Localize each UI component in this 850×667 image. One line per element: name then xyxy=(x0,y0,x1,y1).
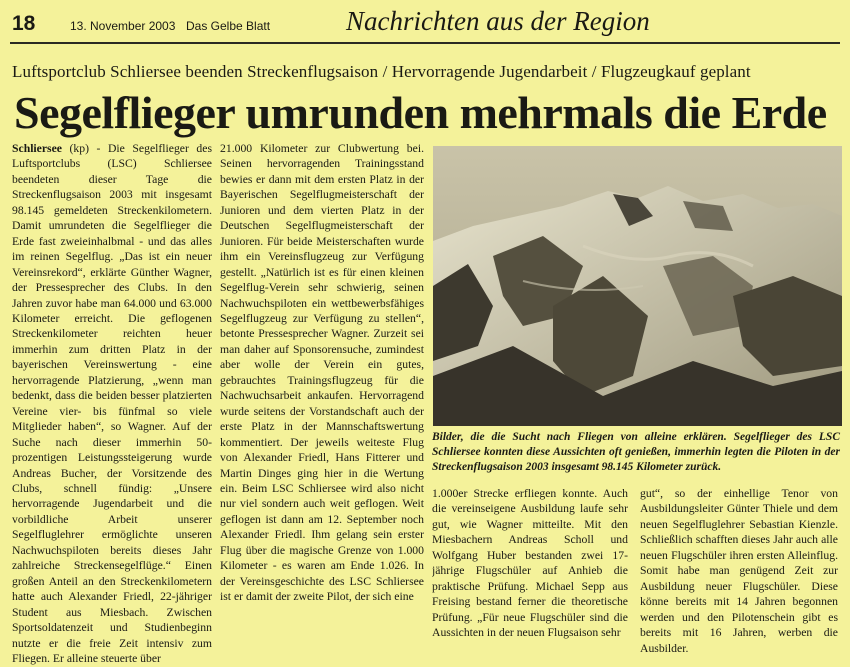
column-3-text: 1.000er Strecke erfliegen konnte. Auch die vereinseigene Ausbildung laufe sehr gut, wie Wagner mitteilte. Mit den Miesbachern Andreas Scholl und Wolfgang Huber bestanden zwei 17-jährige Flugschüler auf Anhieb die praktische Prüfung. Michael Sepp aus Freising bestand ferner die theoretische Prüfung. „Für neue Flugschüler sind die Aussichten in der neuen Flugsaison sehr xyxy=(432,487,628,640)
header-rule xyxy=(10,42,840,44)
page-number: 18 xyxy=(12,12,36,35)
photo-illustration xyxy=(433,146,842,426)
photo-caption: Bilder, die die Sucht nach Fliegen von alleine erklären. Segelflieger des LSC Schliersee konnten diese Aussichten oft genießen, immerhin legten die Piloten in der Streckenflugsaison 2003 insgesamt 98.145 Kilometer zurück. xyxy=(432,431,840,474)
mountain-glacier-photo xyxy=(433,146,842,426)
article-column-1 xyxy=(12,141,212,665)
page-header xyxy=(10,4,840,42)
column-2-text: 21.000 Kilometer zur Clubwertung bei. Seinen hervorragenden Trainingsstand bewies er dann mit dem ersten Platz in der Bayerischen Segelflugmeisterschaft der Junioren und dem vierten Platz in der Deutschen Segelflugmeisterschaft der Junioren. Für beide Meisterschaften wurde ihm ein Vereinsflugzeug zur Verfügung gestellt. „Natürlich ist es für einen kleinen Segelflug-Verein sehr schwierig, seinen Nachwuchspiloten ein wettbewerbsfähiges Segelflugzeug zur Verfügung zu stellen“, betonte Pressesprecher Wagner. Zurzeit sei man daher auf Sponsorensuche, zumindest aber wolle der Verein ein gutes, gebrauchtes Trainingsflugzeug für die Nachwuchsarbeit ankaufen. Hervorragend wurde seitens der Vorstandschaft auch der erste Platz in der Mannschaftswertung kommentiert. Der jeweils weiteste Flug von Alexander Friedl, Hans Fitterer und Martin Dinges ging hier in die Wertung ein. Beim LSC Schliersee wird also nicht nur viel sondern auch weit geflogen. Weit geflogen ist dann am 12. September noch Alexander Friedl. Ihm gelang sein erster Flug über die magische Grenze von 1.000 Kilometer - es waren am Ende 1.026. In der Vereinsgeschichte des LSC Schliersee ist er damit der zweite Pilot, der sich eine xyxy=(220,142,424,604)
article-kicker: Luftsportclub Schliersee beenden Streckenflugsaison / Hervorragende Jugendarbeit / Flugzeugkauf geplant xyxy=(12,62,751,81)
column-1-text: (kp) - Die Segelflieger des Luftsportclubs (LSC) Schliersee beendeten dieser Tage die Streckenflugsaison 2003 mit insgesamt 98.145 gemeldeten Streckenkilometern. Damit umrundeten die Segelflieger die Erde fast zweieinhalbmal - und das alles im reinen Segelflug. „Das ist ein neuer Vereinsrekord“, erklärte Günther Wagner, der Pressesprecher des Clubs. In den Jahren zuvor habe man 64.000 und 63.000 Kilometer erreicht. Die geflogenen Streckenkilometer reichten heuer immerhin zum dritten Platz in der bayerischen Vereinswertung - eine hervorragende Platzierung, „wenn man bedenkt, dass die beiden besser platzierten Vereine vier- bis fünfmal so viele Mitglieder haben“, so Wagner. Auf der Suche nach dieser immerhin 50-prozentigen Leistungssteigerung wurde Andreas Bucher, der Vorsitzende des Clubs, schnell fündig: „Unsere hervorragende Jugendarbeit und die vorbildliche Arbeit unserer Segelfluglehrer ermöglichte unseren Nachwuchspiloten bereits dieses Jahr zahlreiche Streckensegelflüge.“ Einen großen Anteil an den Streckenkilometern hatte auch Alexander Friedl, 22-jähriger Student aus Miesbach. Zwischen Sportsoldatenzeit und Studienbeginn nutzte er die freie Zeit intensiv zum Fliegen. Er alleine steuerte über xyxy=(12,142,212,665)
issue-date: 13. November 2003 xyxy=(70,19,176,33)
article-column-4 xyxy=(640,486,838,666)
article-column-2 xyxy=(220,141,424,665)
article-column-3 xyxy=(432,486,628,666)
section-title: Nachrichten aus der Region xyxy=(346,6,650,36)
dateline: Schliersee xyxy=(12,142,62,155)
newspaper-name: Das Gelbe Blatt xyxy=(186,19,271,33)
column-4-text: gut“, so der einhellige Tenor von Ausbildungsleiter Günter Thiele und dem neuen Segelfluglehrer Sebastian Kienzle. Schließlich schafften dieses Jahr auch alle neuen Flugschüler ihren ersten Alleinflug. Somit habe man genügend Zeit zur Ausbildung neuer Flugschüler. Diese könne bereits mit 14 Jahren begonnen werden und den Pilotenschein gibt es bereits mit 16 Jahren, werben die Ausbilder. xyxy=(640,487,838,655)
article-headline: Segelflieger umrunden mehrmals die Erde xyxy=(14,87,827,138)
